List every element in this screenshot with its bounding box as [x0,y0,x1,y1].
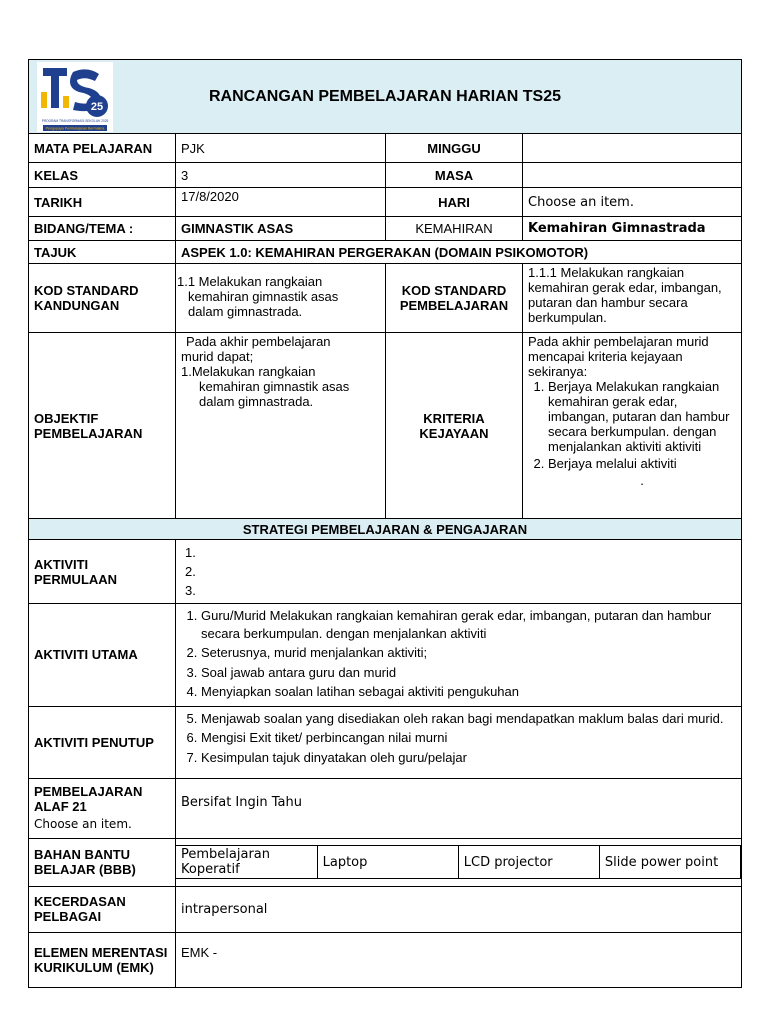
kriteria-item-2: 2. Berjaya melalui aktiviti [548,456,736,471]
objektif-intro-1: Pada akhir pembelajaran [186,334,331,349]
logo-tagline-text: Pengupaya Pembelajaran Bermakna [45,126,105,131]
sk-line-2: kemahiran gimnastik asas [188,289,339,304]
bidang-tema-label: BIDANG/TEMA : [29,217,176,241]
bidang-tema-value[interactable]: GIMNASTIK ASAS [176,217,386,241]
logo-program-text: PROGRAM TRANSFORMASI SEKOLAH 2025 [41,119,109,123]
sk-line-1: 1.1 Melakukan rangkaian [177,274,323,289]
permulaan-item-2: 2. [185,564,196,579]
kecerdasan-value[interactable]: intrapersonal [176,886,742,932]
aktiviti-permulaan-value[interactable] [176,540,742,604]
alaf21-value[interactable]: Bersifat Ingin Tahu [176,778,742,838]
minggu-label: MINGGU [386,134,523,163]
mata-pelajaran-value[interactable]: PJK [176,134,386,163]
emk-label: ELEMEN MERENTASI KURIKULUM (EMK) [29,932,176,987]
utama-item-4: 4. Menyiapkan soalan latihan sebagai aktiviti pengukuhan [201,683,736,701]
kriteria-intro: Pada akhir pembelajaran murid mencapai kriteria kejayaan sekiranya: [528,334,709,379]
tarikh-value[interactable]: 17/8/2020 [176,188,386,217]
alaf21-dropdown[interactable]: Choose an item. [34,817,132,831]
kelas-value[interactable]: 3 [176,163,386,188]
penutup-list [181,710,736,767]
penutup-item-6: 6. Mengisi Exit tiket/ perbincangan nilai murni [201,729,736,747]
bbb-item-2[interactable]: Laptop [317,846,458,879]
document-title: RANCANGAN PEMBELAJARAN HARIAN TS25 [208,88,562,105]
document-header [29,60,742,134]
bbb-value [176,838,742,886]
mata-pelajaran-label: MATA PELAJARAN [29,134,176,163]
objektif-label: OBJEKTIF PEMBELAJARAN [29,333,176,519]
kriteria-list [528,379,736,471]
masa-value[interactable] [523,163,742,188]
kod-standard-pembelajaran-label: KOD STANDARD PEMBELAJARAN [386,264,523,333]
lesson-plan-table [28,59,742,988]
aktiviti-penutup-label: AKTIVITI PENUTUP [29,706,176,778]
alaf21-label: PEMBELAJARAN ALAF 21 [34,784,143,814]
kemahiran-value[interactable]: Kemahiran Gimnastrada [523,217,742,241]
permulaan-item-1: 1. [185,545,196,560]
emk-value[interactable]: EMK - [176,932,742,987]
objektif-item-1-line-2: kemahiran gimnastik asas [199,379,350,394]
kriteria-kejayaan-value[interactable] [523,333,742,519]
kod-standard-kandungan-value[interactable] [176,264,386,333]
aktiviti-permulaan-label: AKTIVITI PERMULAAN [29,540,176,604]
aktiviti-utama-label: AKTIVITI UTAMA [29,604,176,707]
minggu-value[interactable] [523,134,742,163]
aktiviti-utama-value[interactable] [176,604,742,707]
utama-list [181,607,736,701]
objektif-intro-2: murid dapat; [181,349,254,364]
masa-label: MASA [386,163,523,188]
logo-mark-text: 25 [90,101,104,113]
bbb-item-1[interactable]: Pembelajaran Koperatif [176,846,317,879]
kod-standard-kandungan-label: KOD STANDARD KANDUNGAN [29,264,176,333]
kemahiran-label: KEMAHIRAN [386,217,523,241]
hari-dropdown[interactable]: Choose an item. [523,188,742,217]
utama-item-1: 1. Guru/Murid Melakukan rangkaian kemahiran gerak edar, imbangan, putaran dan hambur secara berkumpulan. dengan menjalankan aktiviti [201,607,736,642]
bbb-item-3[interactable]: LCD projector [458,846,599,879]
kod-standard-pembelajaran-value[interactable]: 1.1.1 Melakukan rangkaian kemahiran gerak edar, imbangan, putaran dan hambur secara berkumpulan. [523,264,742,333]
alaf21-cell [29,778,176,838]
hari-label: HARI [386,188,523,217]
kecerdasan-label: KECERDASAN PELBAGAI [29,886,176,932]
kriteria-tail: . [640,473,644,488]
bbb-item-4[interactable]: Slide power point [599,846,740,879]
permulaan-item-3: 3. [185,583,196,598]
objektif-value[interactable] [176,333,386,519]
bbb-label: BAHAN BANTU BELAJAR (BBB) [29,838,176,886]
tajuk-label: TAJUK [29,241,176,264]
utama-item-2: 2. Seterusnya, murid menjalankan aktiviti; [201,644,736,662]
strategi-heading: STRATEGI PEMBELAJARAN & PENGAJARAN [29,519,742,540]
tajuk-value[interactable]: ASPEK 1.0: KEMAHIRAN PERGERAKAN (DOMAIN PSIKOMOTOR) [176,241,742,264]
aktiviti-penutup-value[interactable] [176,706,742,778]
lesson-plan-sheet [28,59,741,988]
sk-line-3: dalam gimnastrada. [188,304,303,319]
penutup-item-7: 7. Kesimpulan tajuk dinyatakan oleh guru/pelajar [201,749,736,767]
kelas-label: KELAS [29,163,176,188]
utama-item-3: 3. Soal jawab antara guru dan murid [201,664,736,682]
tarikh-label: TARIKH [29,188,176,217]
objektif-item-1: 1.Melakukan rangkaian [181,364,316,379]
objektif-item-1-line-3: dalam gimnastrada. [199,394,314,409]
kriteria-kejayaan-label: KRITERIA KEJAYAAN [386,333,523,519]
penutup-item-5: 5. Menjawab soalan yang disediakan oleh rakan bagi mendapatkan maklum balas dari murid. [201,710,736,728]
kriteria-item-1: 1. Berjaya Melakukan rangkaian kemahiran gerak edar, imbangan, putaran dan hambur secara berkumpulan. dengan menjalankan aktiviti aktiviti [548,379,736,454]
bbb-items [176,845,741,879]
